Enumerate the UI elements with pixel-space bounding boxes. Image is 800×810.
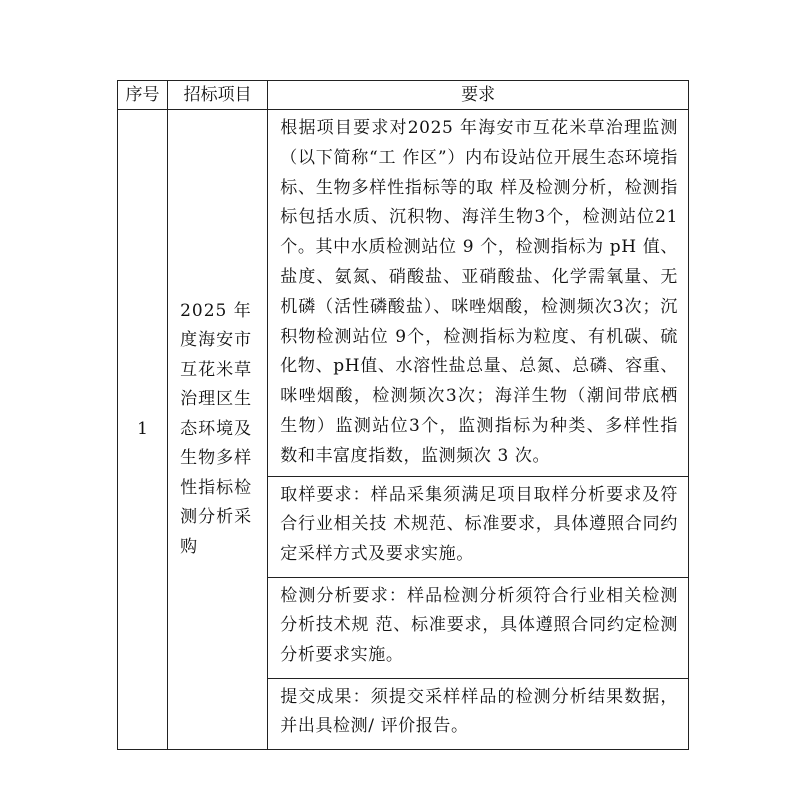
requirement-sampling-cell: 取样要求：样品采集须满足项目取样分析要求及符合行业相关技 术规范、标准要求，具体遵照合同约定采样方式及要求实施。: [268, 476, 689, 577]
row-seq-cell: 1: [118, 110, 168, 750]
table-header-row: [118, 81, 689, 110]
requirements-table: [117, 80, 689, 750]
table-row: [118, 110, 689, 477]
requirement-analysis-cell: 检测分析要求：样品检测分析须符合行业相关检测分析技术规 范、标准要求，具体遵照合同约定检测分析要求实施。: [268, 577, 689, 678]
requirement-deliverable-cell: 提交成果：须提交采样样品的检测分析结果数据，并出具检测/ 评价报告。: [268, 678, 689, 749]
row-item-cell: 2025 年度海安市互花米草治理区生态环境及生物多样性指标检测分析采购: [168, 110, 268, 750]
header-seq: 序号: [118, 81, 168, 110]
requirement-scope-cell: 根据项目要求对2025 年海安市互花米草治理监测（以下简称“工 作区”）内布设站位开展生态环境指标、生物多样性指标等的取 样及检测分析，检测指标包括水质、沉积物、海洋生物3个，检测站位21个。其中水质检测站位 9 个，检测指标为 pH 值、盐度、氨氮、硝酸盐、亚硝酸盐、化学需氧量、无机磷（活性磷酸盐）、咪唑烟酸，检测频次3次；沉积物检测站位 9个，检测指标为粒度、有机碳、硫化物、pH值、水溶性盐总量、总氮、总磷、容重、咪唑烟酸，检测频次3次；海洋生物（潮间带底栖生物）监测站位3个，监测指标为种类、多样性指数和丰富度指数，监测频次 3 次。: [268, 110, 689, 477]
header-item: 招标项目: [168, 81, 268, 110]
header-requirement: 要求: [268, 81, 689, 110]
